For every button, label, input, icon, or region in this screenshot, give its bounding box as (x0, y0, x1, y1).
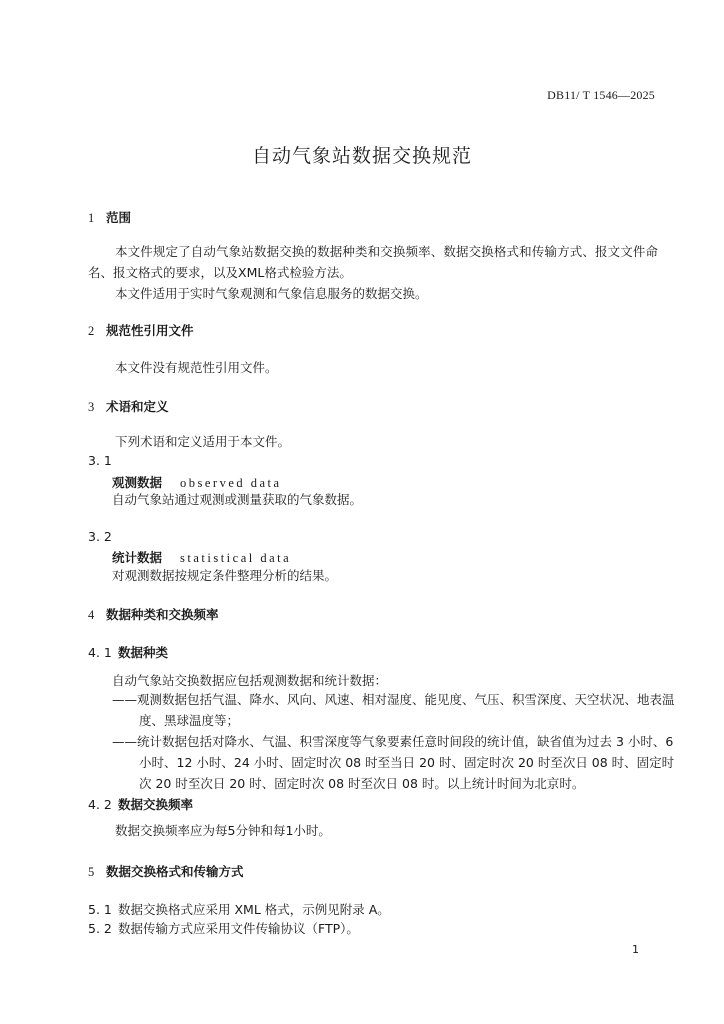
section-3-heading (88, 397, 169, 415)
subsection-number: 4. 2 (88, 797, 112, 812)
term-chinese: 观测数据 (112, 475, 163, 490)
section-2-heading (88, 321, 194, 339)
term-definition: 自动气象站通过观测或测量获取的气象数据。 (112, 492, 363, 507)
section-1-paragraph-1: 本文件规定了自动气象站数据交换的数据种类和交换频率、数据交换格式和传输方式、报文文件命名、报文格式的要求，以及XML格式检验方法。 (88, 244, 658, 280)
term-chinese: 统计数据 (112, 550, 163, 565)
subsection-title: 数据交换频率 (118, 797, 194, 812)
section-4-heading (88, 605, 219, 623)
section-1-heading (88, 208, 131, 226)
clause-5-2 (88, 919, 359, 937)
clause-number: 5. 1 (88, 902, 112, 917)
clause-number: 5. 2 (88, 921, 112, 936)
section-title: 数据交换格式和传输方式 (106, 864, 244, 879)
subsection-4-2-paragraph: 数据交换频率应为每5分钟和每1小时。 (115, 823, 331, 838)
section-title: 规范性引用文件 (106, 323, 194, 338)
section-number: 4 (88, 608, 95, 622)
subsection-4-2-heading (88, 795, 193, 813)
subsection-4-1-heading (88, 643, 168, 661)
section-title: 术语和定义 (106, 399, 169, 414)
subsection-4-1-intro: 自动气象站交换数据应包括观测数据和统计数据： (112, 673, 388, 688)
term-definition: 对观测数据按规定条件整理分析的结果。 (112, 568, 338, 583)
section-title: 范围 (106, 210, 132, 225)
section-number: 5 (88, 865, 95, 879)
section-number: 1 (88, 211, 95, 225)
term-number: 3. 1 (88, 453, 112, 468)
term-english: statistical data (180, 551, 292, 565)
section-title: 数据种类和交换频率 (106, 607, 219, 622)
document-code: DB11/ T 1546—2025 (547, 88, 655, 102)
term-name (112, 548, 291, 566)
clause-text: 数据传输方式应采用文件传输协议（FTP）。 (118, 921, 359, 936)
clause-5-1 (88, 900, 390, 918)
section-1-paragraph-2: 本文件适用于实时气象观测和气象信息服务的数据交换。 (115, 286, 428, 301)
subsection-title: 数据种类 (118, 645, 169, 660)
section-number: 3 (88, 400, 95, 414)
section-2-paragraph: 本文件没有规范性引用文件。 (115, 360, 278, 375)
document-title: 自动气象站数据交换规范 (251, 145, 472, 167)
clause-text: 数据交换格式应采用 XML 格式，示例见附录 A。 (118, 902, 390, 917)
list-item: ——观测数据包括气温、降水、风向、风速、相对湿度、能见度、气压、积雪深度、天空状况、地表温度、黑球温度等； (112, 692, 675, 728)
page-number: 1 (632, 943, 639, 956)
section-5-heading (88, 862, 244, 880)
subsection-number: 4. 1 (88, 645, 112, 660)
term-number: 3. 2 (88, 529, 112, 544)
list-item: ——统计数据包括对降水、气温、积雪深度等气象要素任意时间段的统计值，缺省值为过去 3 小时、6 小时、12 小时、24 小时、固定时次 08 时至当日 20 时、固定时次 20 时至次日 08 时、固定时次 20 时至次日 20 时、固定时次 08 时至次日 08 时。以上统计时间为北京时。 (112, 734, 675, 791)
term-english: observed data (180, 476, 282, 490)
section-number: 2 (88, 324, 95, 338)
section-3-paragraph: 下列术语和定义适用于本文件。 (115, 434, 291, 449)
